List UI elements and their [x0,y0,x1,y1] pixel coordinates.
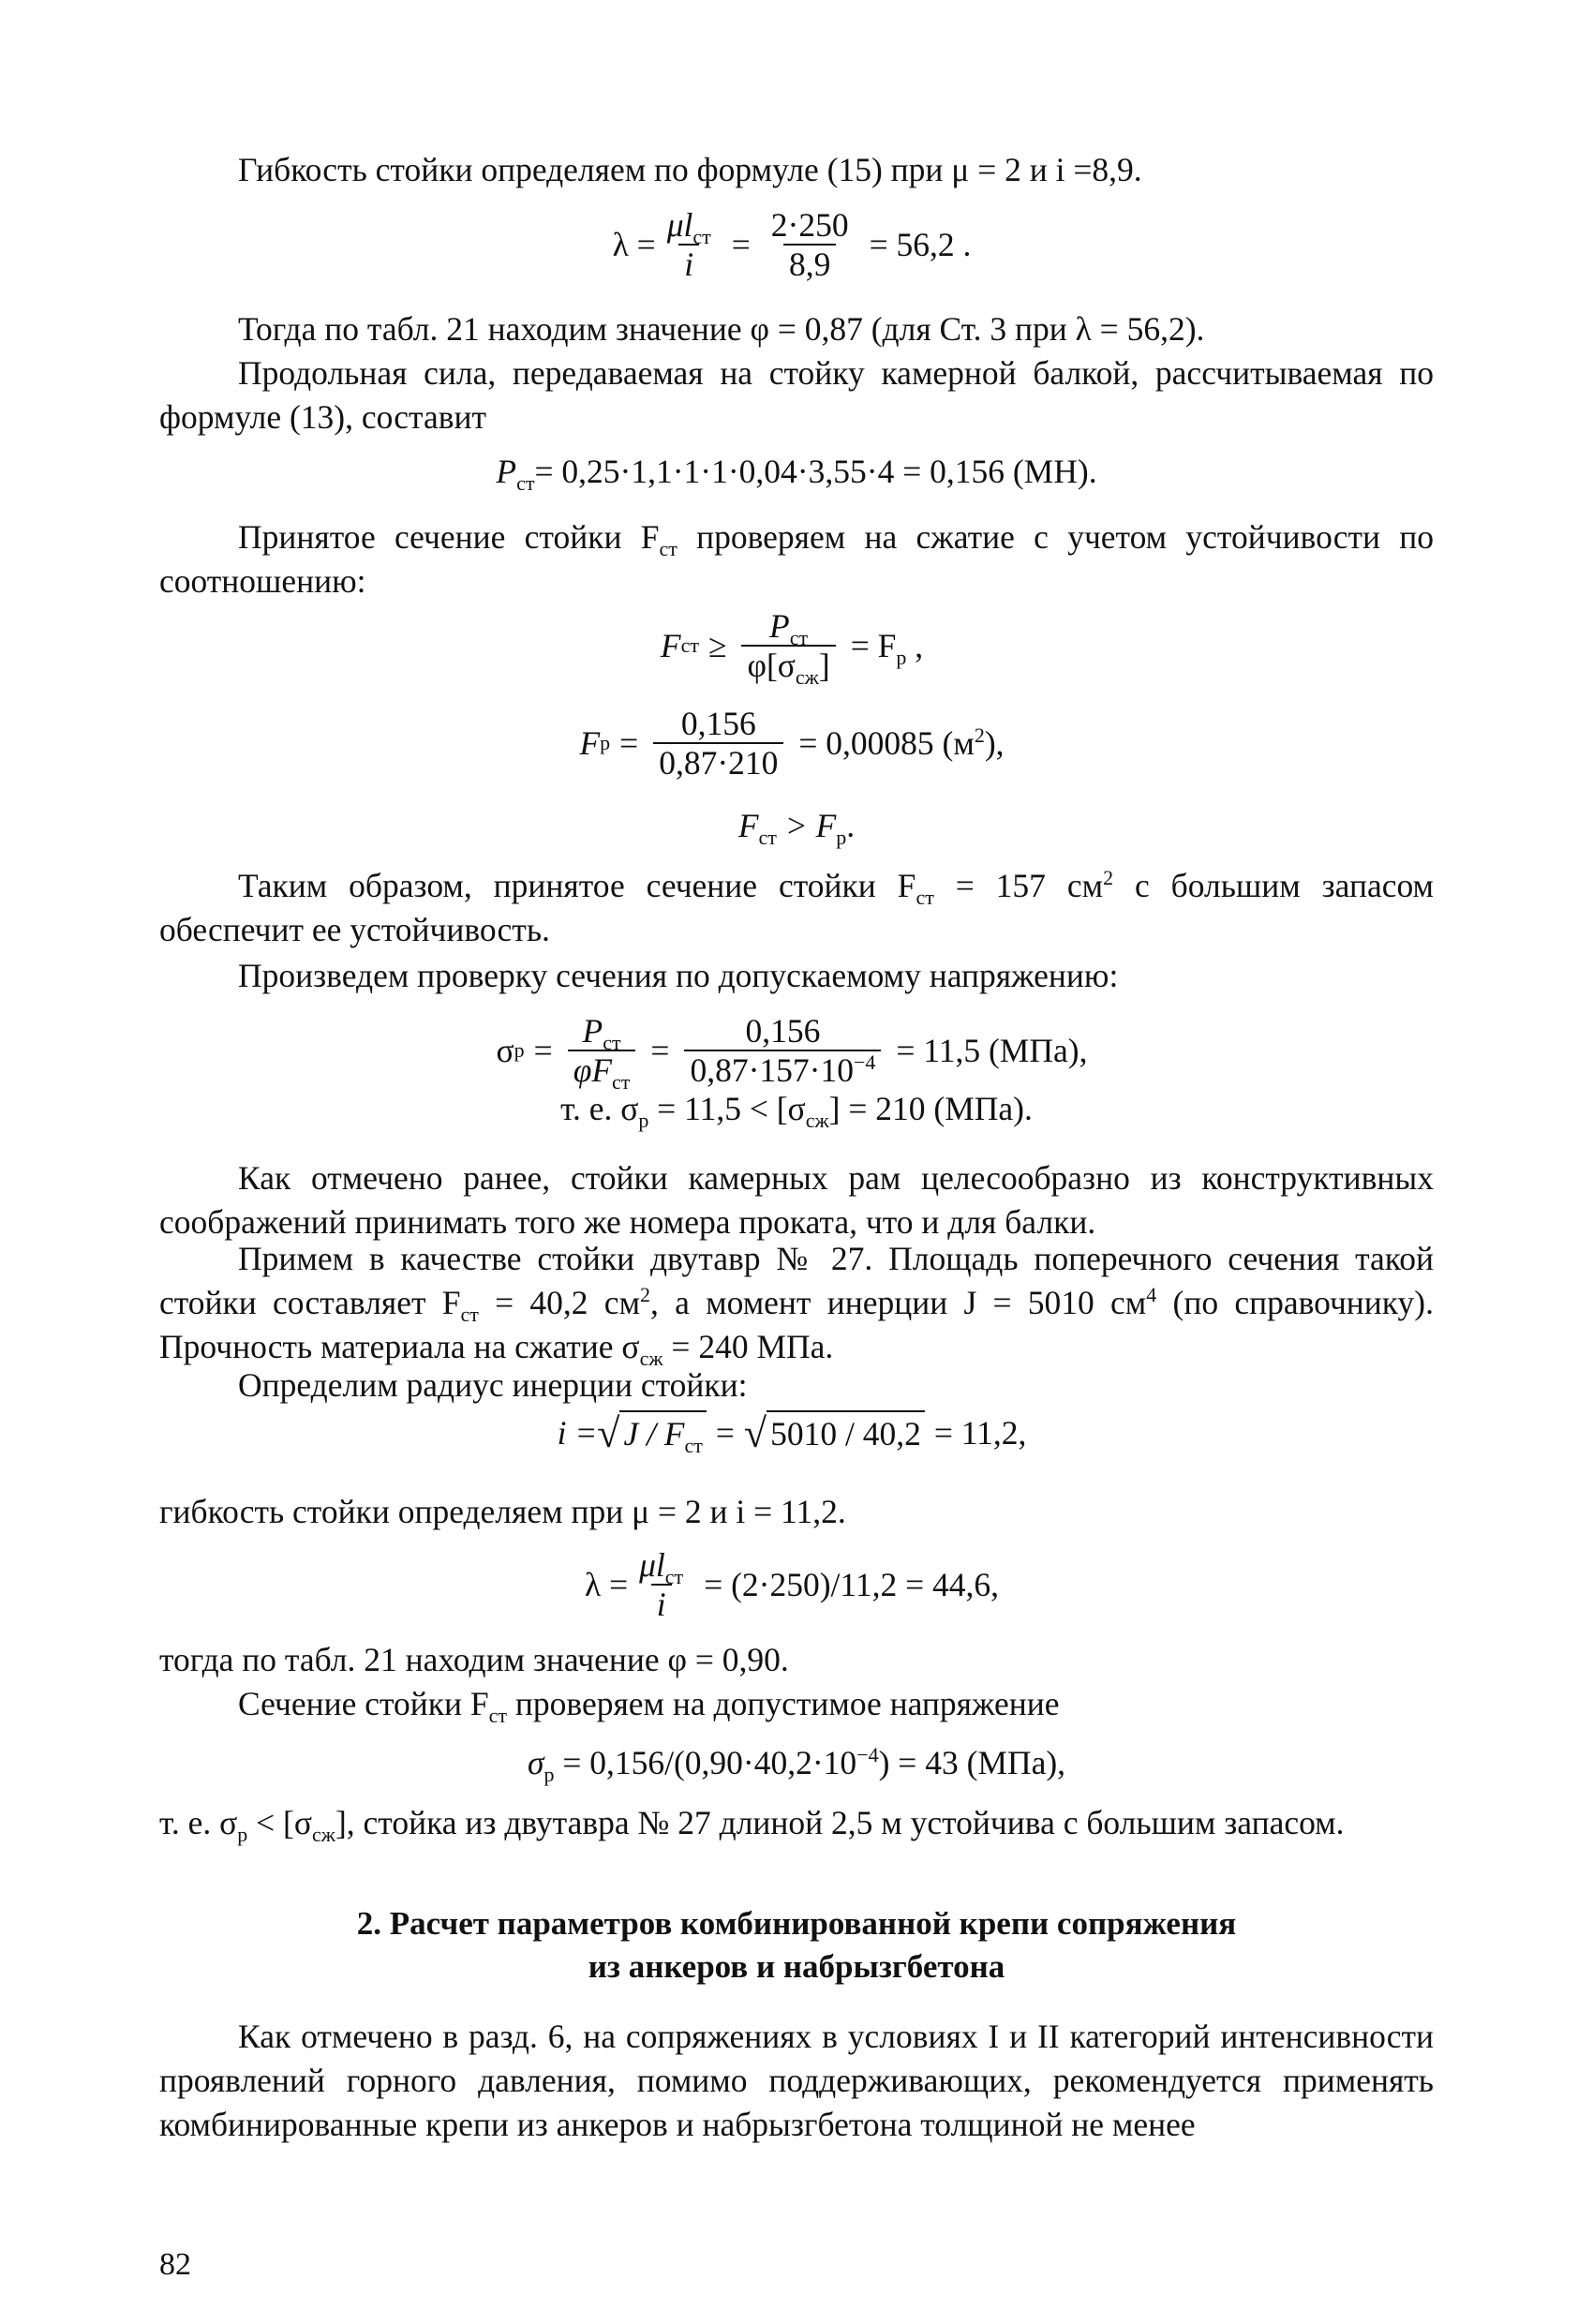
formula-text: = [533,1031,553,1069]
paragraph-allowable-stress [159,1682,1434,1726]
formula-text: λ = [585,1565,629,1603]
formula-text: σ [496,1031,514,1069]
text-superscript: 2 [1103,866,1114,890]
formula-superscript: 2 [974,723,985,747]
formula-text: ≥ [707,626,727,664]
text: с большим запасом обеспечит ее устойчивость. [159,867,1434,948]
formula-text: . [846,807,856,844]
paragraph-table21: Тогда по табл. 21 находим значение φ = 0,87 (для Ст. 3 при λ = 56,2). [238,310,1205,348]
formula-lambda-2 [0,1546,1593,1623]
text: Примем в качестве стойки двутавр № 27. Площадь поперечного сечения такой стойки составляет F [159,1240,1434,1321]
text: Принятое сечение стойки F [238,518,660,556]
text-subscript: p [237,1823,248,1847]
formula-text: = (2·250)/11,2 = 44,6, [704,1565,999,1603]
paragraph-axial-force: Продольная сила, передаваемая на стойку камерной балкой, рассчитываемая по формуле (13), составит [159,354,1434,436]
formula-text: ) = 43 (МПа), [878,1744,1066,1781]
formula-text: = 11,5 < [σ [648,1090,806,1127]
formula-text: = [731,225,751,263]
formula-subscript: ст [516,471,535,496]
paragraph-i-beam [159,1237,1434,1369]
fraction [568,1012,636,1095]
formula-text: = 0,00085 (м [798,723,975,762]
formula-fst-inequality: F ст ≥ $\frac{P_{ст}}{\varphi[\sigma_{сж}]}$ = $F_p$ , [660,607,924,690]
formula-text: ), [984,723,1005,762]
formula-text: = 11,5 (МПа), [896,1031,1088,1069]
formula-text: = [715,1414,735,1452]
text: < [σ [247,1804,312,1841]
formula-text: σ [527,1744,544,1781]
section-heading-line2: из анкеров и набрызгбетона [588,1948,1005,1985]
formula-subscript: p [836,826,847,850]
formula-text: i [684,246,694,283]
formula-text: λ = [612,225,656,263]
text: (по справочнику). Прочность материала на сжатие σ [159,1284,1434,1365]
formula-subscript: ст [692,225,711,249]
formula-text: = [619,723,639,762]
fraction [741,607,835,690]
fraction [653,705,783,782]
formula-lambda-1 [0,206,1593,283]
formula-text: , [906,626,924,664]
sqrt-icon: √ [597,1410,620,1456]
paragraph-conclusion [159,864,1434,952]
formula-text: P [769,607,790,645]
formula-text: F [579,723,601,762]
paragraph-stress-check: Произведем проверку сечения по допускаемому напряжению: [238,957,1119,994]
formula-sigma-p: σ p = $\frac{P_{ст}}{\varphi F_{ст}}$ = $\frac{0,156}{0,87\cdot 157\cdot 10^{-4}}$ = 11,5 (МПа), [0,1012,1593,1089]
formula-subscript: ст [684,1434,703,1458]
formula-text: = F [850,626,897,664]
text: , а момент инерции J = 5010 см [650,1284,1147,1321]
formula-text: 5010 / 40,2 [767,1410,925,1456]
formula-text: 0,87·210 [653,742,783,782]
text-subscript: ст [488,1704,508,1728]
formula-text: > F [776,807,837,844]
text: т. е. σ [159,1804,238,1841]
fraction [684,1012,881,1089]
formula-text: 0,156 [680,705,756,742]
formula-sigma-check [0,1087,1593,1131]
formula-subscript: p [638,1109,649,1133]
text: Сечение стойки F [238,1685,489,1722]
formula-subscript: сж [795,665,819,690]
formula-text: = 0,156/(0,90·40,2·10 [554,1744,857,1781]
formula-text: J / F [623,1415,685,1452]
text: Таким образом, принятое сечение стойки F [238,867,916,904]
formula-text: 0,87·157·10 [690,1051,854,1089]
formula-text: μl [666,206,693,244]
text: ], стойка из двутавра № 27 длиной 2,5 м устойчива с большим запасом. [335,1804,1345,1841]
formula-subscript: ст [612,1070,631,1095]
formula-text: = 11,2, [933,1414,1027,1452]
formula-text: т. е. σ [560,1090,639,1127]
paragraph-section-check [159,515,1434,603]
text-superscript: 4 [1146,1283,1157,1307]
paragraph-combined-support: Как отмечено в разд. 6, на сопряжениях в условиях I и II категорий интенсивности проявлений горного давления, помимо поддерживающих, рекомендуется применять комбинированные крепи из анкеров и набрызгбетона толщиной не менее [159,2018,1434,2143]
formula-text: ] [818,647,830,684]
sqrt-icon: √ [743,1410,767,1456]
formula-text: = 56,2 . [869,225,972,263]
formula-text: = [650,1031,670,1069]
formula-fp: F p = $\frac{0,156}{0,87\cdot 210}$ = 0,00085 $(м^2)$, [579,705,1005,782]
section-heading-line1: 2. Расчет параметров комбинированной крепи сопряжения [356,1905,1237,1942]
text-subscript: ст [916,886,934,910]
formula-sigma-p-2 [0,1741,1593,1785]
fraction [766,206,855,283]
formula-subscript: p [543,1763,555,1787]
paragraph-profile: Как отмечено ранее, стойки камерных рам целесообразно из конструктивных соображений принимать того же номера проката, что и для балки. [159,1159,1434,1241]
fraction [662,206,717,283]
formula-text: 2·250 [770,206,849,244]
formula-text: φ[σ [747,647,796,684]
text-subscript: сж [639,1347,663,1371]
formula-pst [0,450,1593,494]
text-superscript: 2 [640,1283,651,1307]
text: = 157 см [933,867,1104,904]
formula-text: P [582,1012,603,1050]
formula-subscript: ст [789,626,809,650]
formula-text: ] = 210 (МПа). [828,1090,1033,1127]
formula-fst-gt-fp [0,804,1593,848]
formula-text: = 0,25·1,1·1·1·0,04·3,55·4 = 0,156 (МН). [534,453,1097,490]
formula-radius [0,1410,1593,1456]
formula-text: F [737,807,759,844]
page-number: 82 [159,2247,191,2282]
text-subscript: ст [460,1303,479,1327]
formula-text: φF [573,1051,613,1089]
paragraph-table21-2: тогда по табл. 21 находим значение φ = 0,90. [159,1641,789,1678]
text-subscript: сж [311,1823,335,1847]
text: проверяем на сжатие с учетом устойчивости по соотношению: [159,518,1434,600]
text-subscript: ст [659,537,677,561]
formula-text: 0,156 [745,1012,821,1050]
formula-subscript: ст [603,1031,621,1055]
paragraph-final-check [159,1801,1434,1845]
formula-text: P [496,453,517,490]
text: = 240 МПа. [663,1328,834,1365]
formula-text: F [660,626,681,664]
formula-subscript: сж [805,1109,829,1133]
formula-superscript: −4 [856,1743,879,1767]
formula-text: μl [639,1546,665,1584]
formula-superscript: −4 [853,1050,876,1075]
formula-subscript: ст [758,826,777,850]
paragraph-flexibility-2: гибкость стойки определяем при μ = 2 и i = 11,2. [159,1493,846,1530]
formula-text: 8,9 [783,244,836,283]
formula-text: i = [557,1414,598,1452]
formula-subscript: p [896,645,907,669]
formula-text: i [656,1586,666,1623]
text: проверяем на допустимое напряжение [507,1685,1060,1722]
paragraph-radius: Определим радиус инерции стойки: [238,1366,748,1404]
paragraph-flexibility: Гибкость стойки определяем по формуле (15) при μ = 2 и i =8,9. [238,151,1142,188]
formula-subscript: ст [664,1565,684,1589]
fraction [633,1546,689,1623]
text: = 40,2 см [478,1284,641,1321]
